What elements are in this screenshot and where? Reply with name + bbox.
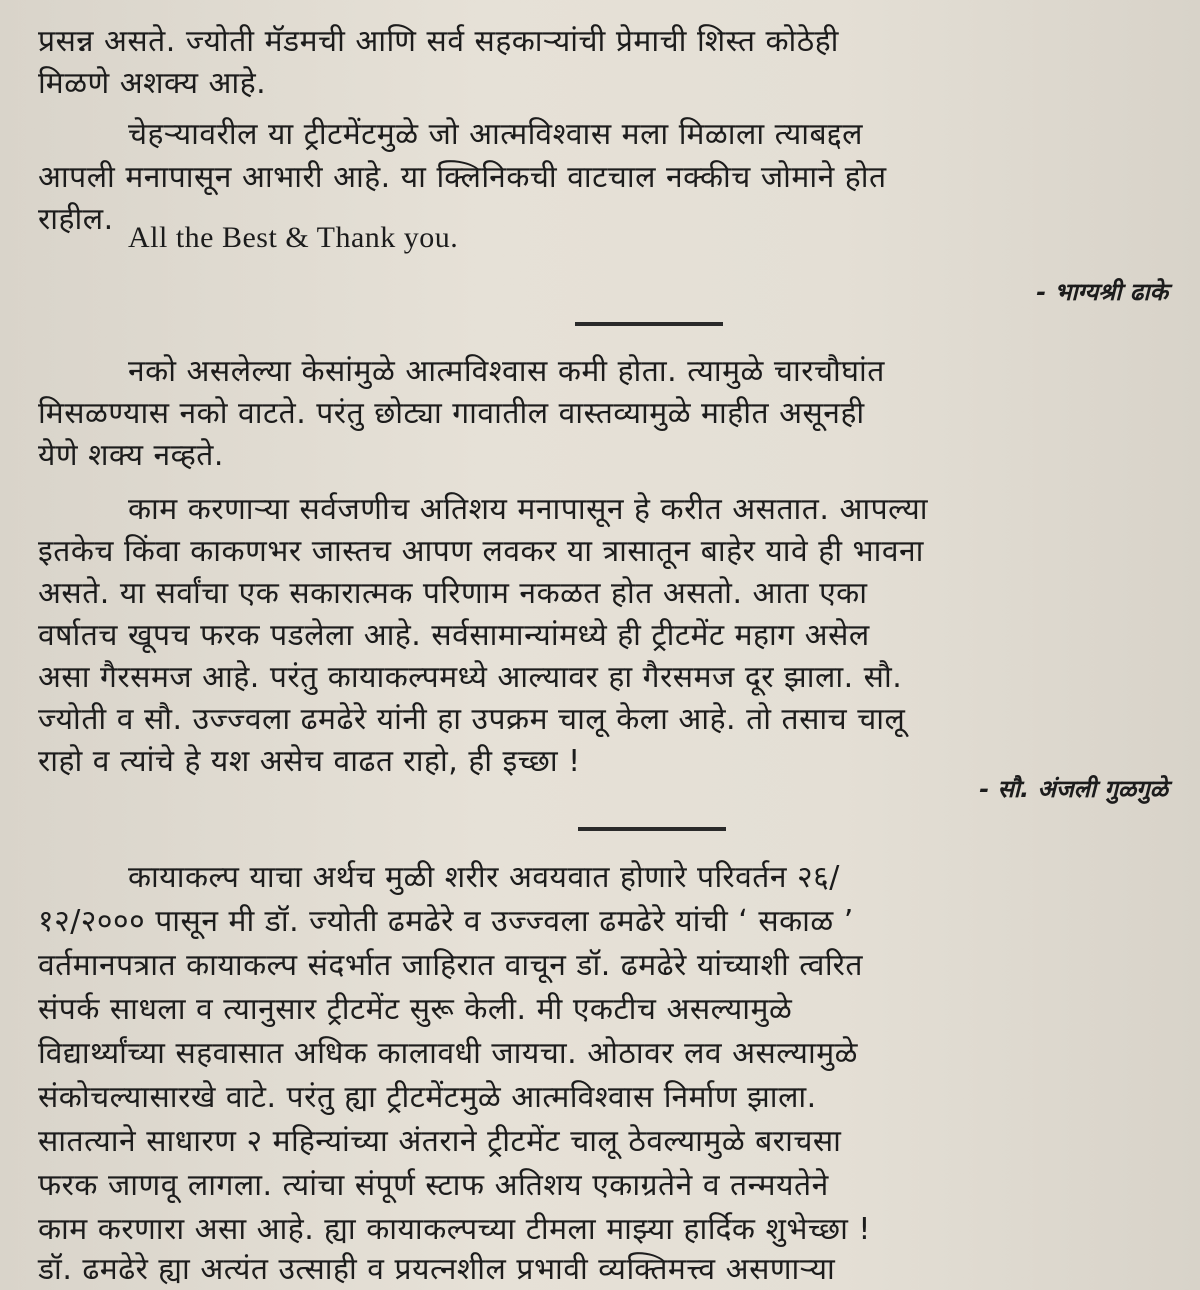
paragraph-line: चेहऱ्यावरील या ट्रीटमेंटमुळे जो आत्मविश्वास मला मिळाला त्याबद्दल — [128, 117, 864, 152]
paragraph-line: राहील. — [38, 202, 114, 237]
paragraph-line: काम करणाऱ्या सर्वजणीच अतिशय मनापासून हे करीत असतात. आपल्या — [128, 492, 929, 527]
paragraph-line: मिळणे अशक्य आहे. — [38, 66, 267, 101]
paragraph-line: आपली मनापासून आभारी आहे. या क्लिनिकची वाटचाल नक्कीच जोमाने होत — [38, 160, 887, 195]
paragraph-line: असा गैरसमज आहे. परंतु कायाकल्पमध्ये आल्यावर हा गैरसमज दूर झाला. सौ. — [38, 660, 903, 695]
paragraph-line: वर्षातच खूपच फरक पडलेला आहे. सर्वसामान्यांमध्ये ही ट्रीटमेंट महाग असेल — [38, 618, 870, 653]
section-divider — [578, 827, 726, 831]
paragraph-line: प्रसन्न असते. ज्योती मॅडमची आणि सर्व सहकाऱ्यांची प्रेमाची शिस्त कोठेही — [38, 24, 839, 59]
paragraph-line: डॉ. ढमढेरे ह्या अत्यंत उत्साही व प्रयत्नशील प्रभावी व्यक्तिमत्त्व असणाऱ्या — [38, 1252, 836, 1287]
paragraph-line: नको असलेल्या केसांमुळे आत्मविश्वास कमी होता. त्यामुळे चारचौघांत — [128, 354, 885, 389]
paragraph-line: मिसळण्यास नको वाटते. परंतु छोट्या गावातील वास्तव्यामुळे माहीत असूनही — [38, 396, 865, 431]
paragraph-line: वर्तमानपत्रात कायाकल्प संदर्भात जाहिरात वाचून डॉ. ढमढेरे यांच्याशी त्वरित — [38, 948, 864, 983]
paragraph-line: इतकेच किंवा काकणभर जास्तच आपण लवकर या त्रासातून बाहेर यावे ही भावना — [38, 534, 924, 569]
signature: - सौ. अंजली गुळगुळे — [979, 775, 1168, 803]
section-divider — [575, 322, 723, 326]
paragraph-line: फरक जाणवू लागला. त्यांचा संपूर्ण स्टाफ अतिशय एकाग्रतेने व तन्मयतेने — [38, 1168, 829, 1203]
paragraph-line: विद्यार्थ्यांच्या सहवासात अधिक कालावधी जायचा. ओठावर लव असल्यामुळे — [38, 1036, 858, 1071]
paragraph-line: ज्योती व सौ. उज्ज्वला ढमढेरे यांनी हा उपक्रम चालू केला आहे. तो तसाच चालू — [38, 702, 906, 737]
closing-line: All the Best & Thank you. — [128, 221, 459, 254]
signature: - भाग्यश्री ढाके — [1036, 278, 1168, 306]
paragraph-line: संकोचल्यासारखे वाटे. परंतु ह्या ट्रीटमेंटमुळे आत्मविश्वास निर्माण झाला. — [38, 1080, 817, 1115]
paragraph-line: सातत्याने साधारण २ महिन्यांच्या अंतराने ट्रीटमेंट चालू ठेवल्यामुळे बराचसा — [38, 1124, 842, 1159]
paragraph-line: काम करणारा असा आहे. ह्या कायाकल्पच्या टीमला माझ्या हार्दिक शुभेच्छा ! — [38, 1212, 871, 1247]
paragraph-line: राहो व त्यांचे हे यश असेच वाढत राहो, ही इच्छा ! — [38, 744, 581, 779]
paragraph-line: कायाकल्प याचा अर्थच मुळी शरीर अवयवात होणारे परिवर्तन २६/ — [128, 860, 840, 895]
paragraph-line: येणे शक्य नव्हते. — [38, 438, 224, 473]
paragraph-line: १२/२००० पासून मी डॉ. ज्योती ढमढेरे व उज्ज्वला ढमढेरे यांची ‘ सकाळ ’ — [38, 904, 854, 939]
paragraph-line: संपर्क साधला व त्यानुसार ट्रीटमेंट सुरू केली. मी एकटीच असल्यामुळे — [38, 992, 793, 1027]
paragraph-line: असते. या सर्वांचा एक सकारात्मक परिणाम नकळत होत असतो. आता एका — [38, 576, 868, 611]
